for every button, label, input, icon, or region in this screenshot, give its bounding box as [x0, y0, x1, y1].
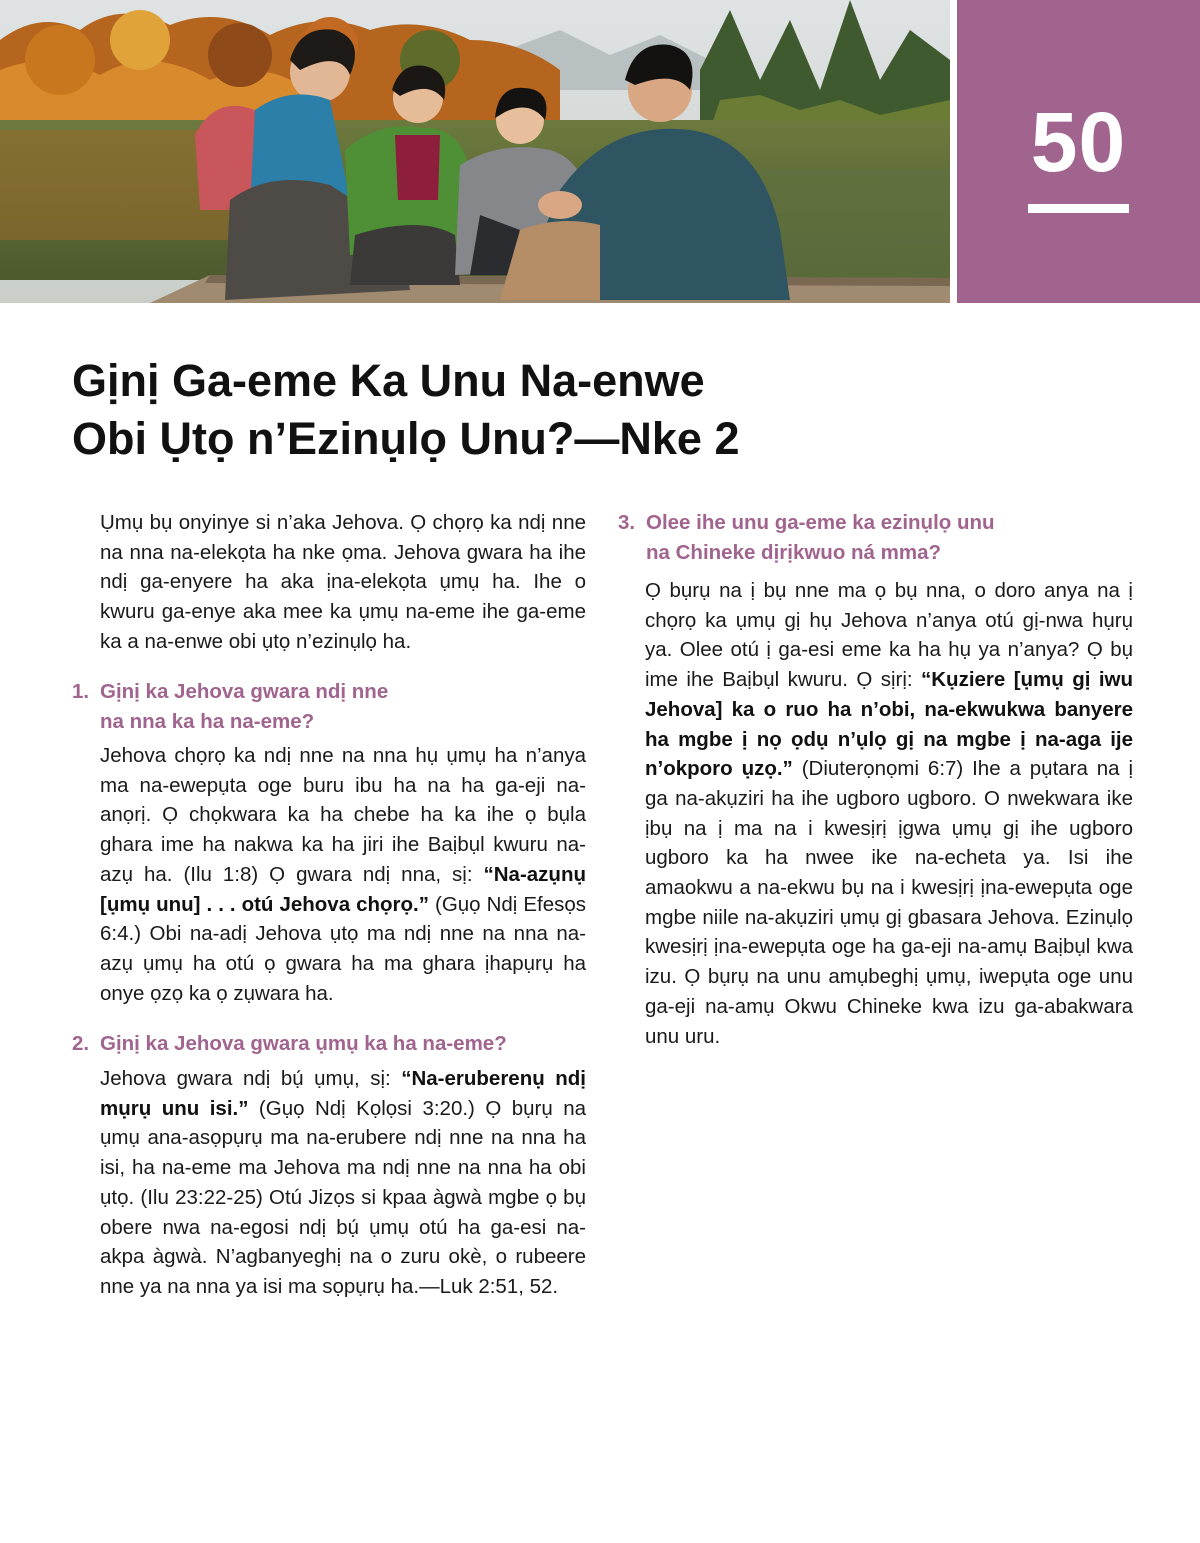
- answer-2-quote: “Na-eruberenụ ndị mụrụ unu isi.”: [100, 1067, 586, 1120]
- question-1-line-2: na nna ka ha na-eme?: [100, 710, 315, 733]
- question-3-line-2: na Chineke dịrịkwuo ná mma?: [646, 541, 942, 564]
- question-1-number: 1.: [72, 680, 90, 703]
- answer-1-text-b: (Gụọ Ndị Efesọs 6:4.) Obi na-adị Jehova ụtọ ma ndị nne na nna na-azụ ụmụ ha otú ọ gwara ha ma ghara ịhapụrụ ha onye ọzọ ka ọ zụwara ha.: [100, 892, 587, 1005]
- answer-3: [645, 576, 1133, 1051]
- answer-2-text-a: Jehova gwara ndị bụ́ ụmụ, sị:: [100, 1067, 402, 1090]
- answer-2-paragraph: [100, 1064, 586, 1302]
- answer-2: [100, 1064, 586, 1302]
- answer-3-quote: “Kụziere [ụmụ gị iwu Jehova] ka o ruo ha n’obi, na-ekwukwa banyere ha mgbe ị nọ ọdụ n’ụlọ gị na mgbe ị na-aga ije n’okporo ụzọ.”: [645, 668, 1133, 781]
- answer-1: [100, 741, 586, 1008]
- answer-1-paragraph: [100, 741, 586, 1008]
- lesson-number-underline: [1028, 204, 1129, 213]
- answer-1-quote: “Na-azụnụ [ụmụ unu] . . . otú Jehova chọrọ.”: [100, 862, 586, 916]
- hero-photo: [0, 0, 950, 303]
- answer-1-text-a: Jehova chọrọ ka ndị nne na nna hụ ụmụ ha n’anya ma na-ewepụta oge buru ibu ha na ha ga-eji na-anọrị. Ọ chọkwara ka ha chebe ha ka ihe ọ bụla ghara ime ha nakwa ka ha jiri ihe Baịbụl kwuru na-azụ ha. (Ilu 1:8) Ọ gwara ndị nna, sị:: [100, 744, 586, 886]
- intro-paragraph: [100, 508, 586, 657]
- question-2-heading: [72, 1029, 612, 1059]
- answer-3-paragraph: [645, 576, 1133, 1051]
- question-1-line-1: Gịnị ka Jehova gwara ndị nne: [100, 680, 389, 703]
- page-title-line-1: Gịnị Ga-eme Ka Unu Na-enwe: [72, 355, 705, 406]
- page-title-line-2: Obi Ụtọ n’Ezinụlọ Unu?—Nke 2: [72, 413, 740, 464]
- answer-3-text-b: (Diuterọnọmi 6:7) Ihe a pụtara na ị ga na-akụziri ha ihe ugboro ugboro. O nwekwara ike ịbụ na ị ma na i kwesịrị ịgwa ụmụ gị ihe ugboro ugboro ka ha nwee ike na-echeta ya. Isi ihe amaokwu a na-ekwu bụ na i kwesịrị ịna-ewepụta oge mgbe niile na-akụziri ụmụ gị gbasara Jehova. Ezinụlọ kwesịrị ịna-ewepụta oge ha ga-eji na-amụ Baịbụl kwa izu. Ọ bụrụ na unu amụbeghị ụmụ, iwepụta oge unu ga-eji na-amụ Okwu Chineke kwa izu ga-abakwara unu uru.: [645, 757, 1134, 1048]
- family-lakeside-illustration: [0, 0, 950, 303]
- question-3-line-1: Olee ihe unu ga-eme ka ezinụlọ unu: [646, 511, 995, 534]
- question-3-heading: [618, 508, 1158, 568]
- intro-text: Ụmụ bụ onyinye si n’aka Jehova. Ọ chọrọ ka ndị nne na nna na-elekọta ha nke ọma. Jehova gwara ha ihe ndị ga-enyere ha aka ịna-elekọta ụmụ ha. Ihe o kwuru ga-enye aka mee ka ụmụ na-eme ihe ga-eme ka a na-enwe obi ụtọ n’ezinụlọ ha.: [100, 511, 586, 653]
- lesson-badge: [957, 0, 1200, 303]
- page-title: [72, 352, 1072, 468]
- lesson-number: 50: [1030, 95, 1127, 189]
- answer-2-text-b: (Gụọ Ndị Kọlọsi 3:20.) Ọ bụrụ na ụmụ ana-asọpụrụ ma na-erubere ndị nne na nna ha isi, ha na-eme ma Jehova ma ndị nne na nna ha obi ụtọ. (Ilu 23:22-25) Otú Jizọs si kpaa àgwà mgbe ọ bụ obere nwa na-egosi ndị bụ́ ụmụ otú ha ga-esi na-akpa àgwà. N’agbanyeghị na o zuru okè, o rubeere nne ya na nna ya isi ma sọpụrụ ha.—Luk 2:51, 52.: [100, 1096, 586, 1298]
- question-2-line-1: Gịnị ka Jehova gwara ụmụ ka ha na-eme?: [100, 1032, 507, 1055]
- answer-3-text-a: Ọ bụrụ na ị bụ nne ma ọ bụ nna, o doro anya na ị chọrọ ka ụmụ gị hụ Jehova n’anya otú gị-nwa hụrụ ya. Olee otú ị ga-esi eme ka ha hụ ya n’anya? Ọ bụ ime ihe Baịbụl kwuru. Ọ sịrị:: [645, 579, 1133, 692]
- question-3-number: 3.: [618, 511, 636, 534]
- question-1-heading: [72, 677, 592, 737]
- question-2-number: 2.: [72, 1032, 90, 1055]
